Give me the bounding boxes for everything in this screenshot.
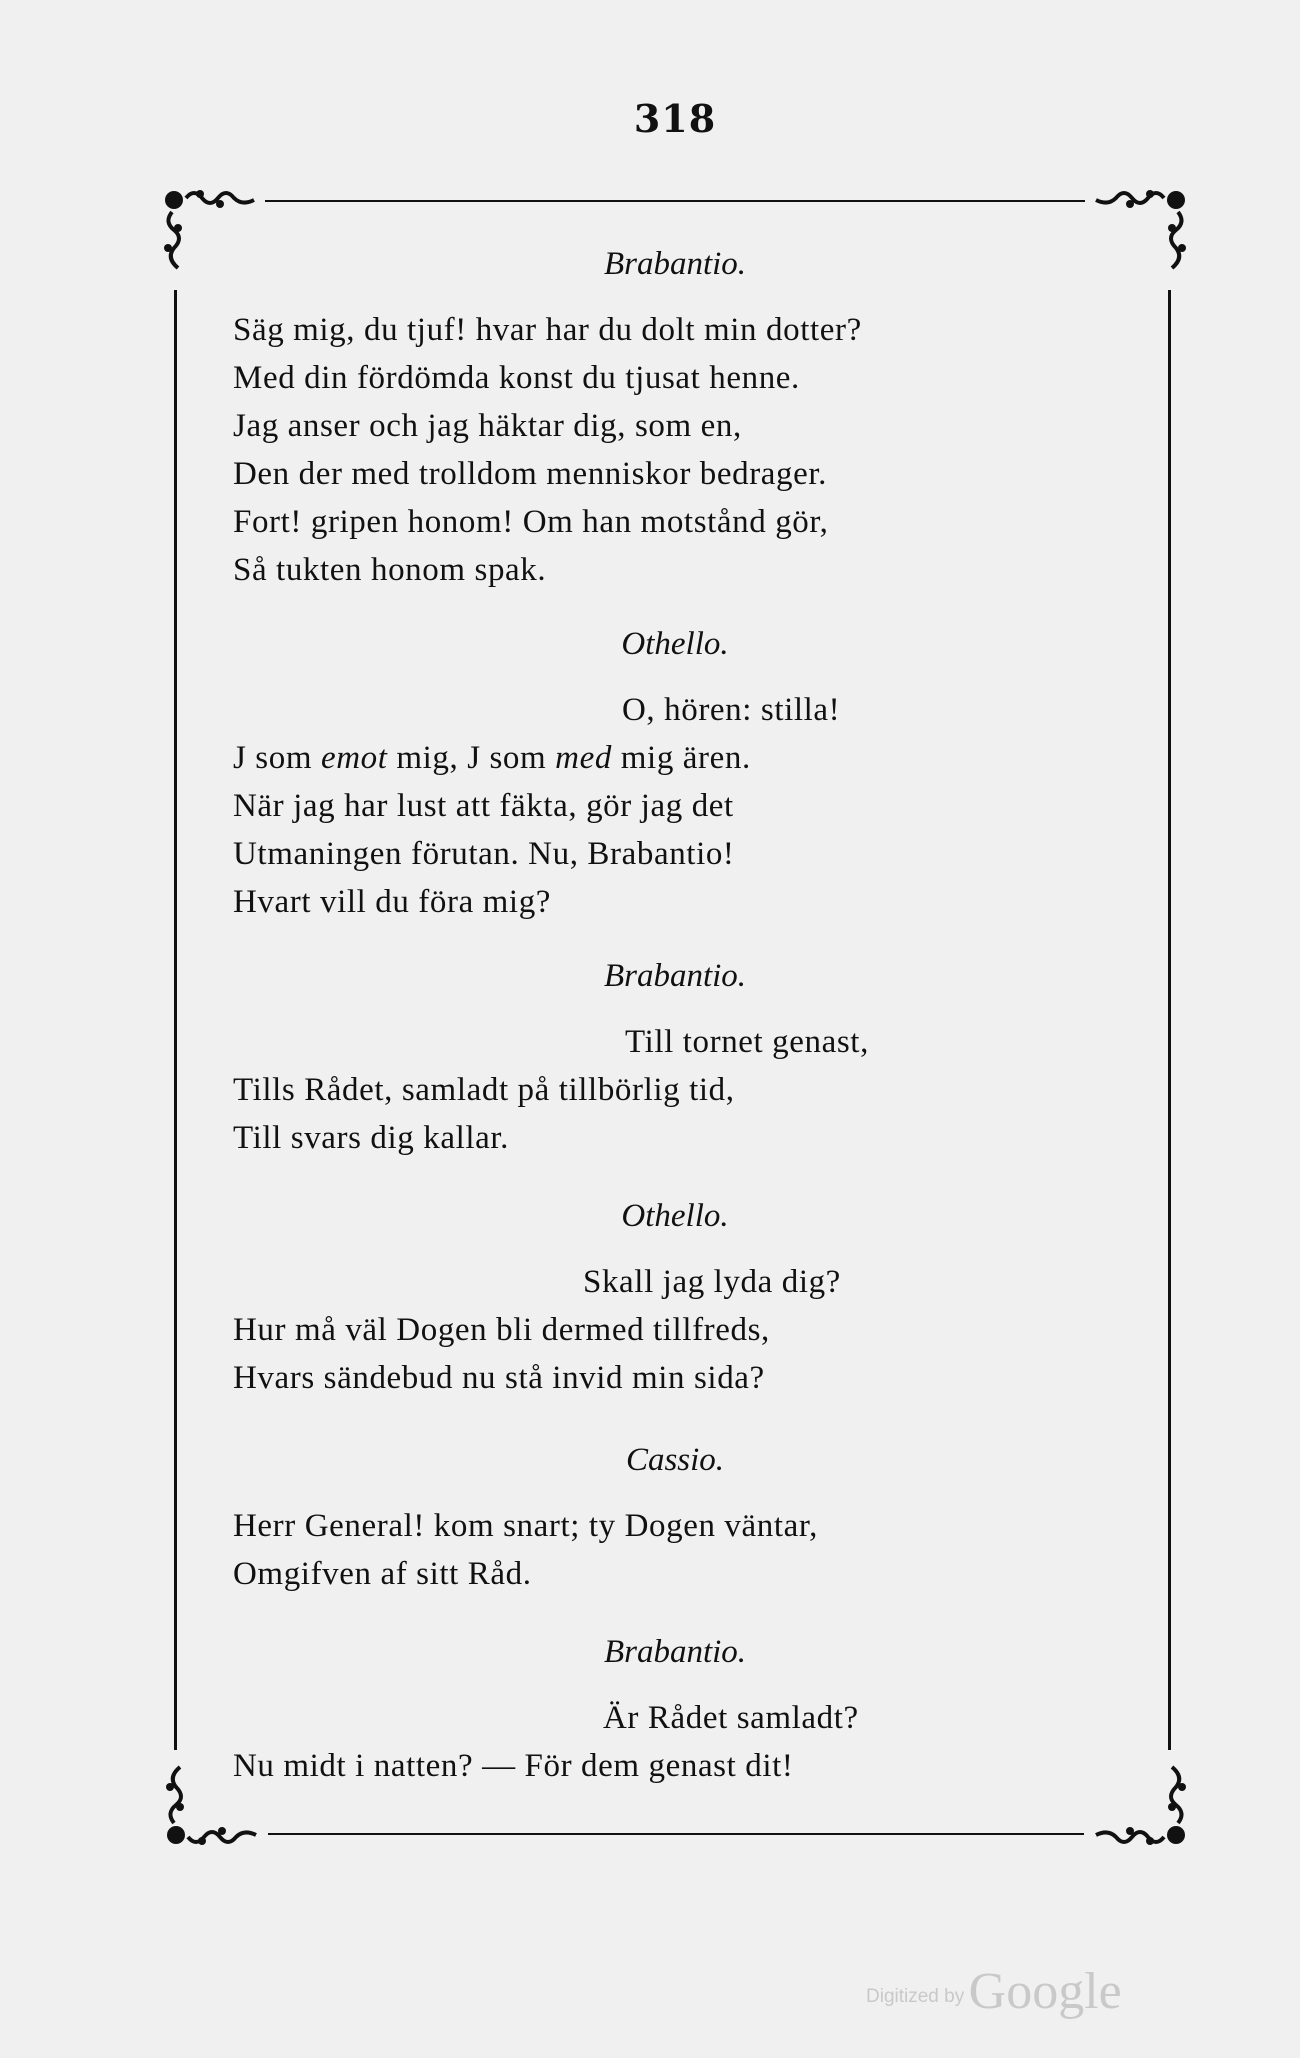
verse-line-continuation: Är Rådet samladt? — [603, 1700, 859, 1736]
verse-text: mig ären. — [611, 740, 751, 776]
verse-line: Fort! gripen honom! Om han motstånd gör, — [233, 504, 829, 540]
verse-line: När jag har lust att fäkta, gör jag det — [233, 788, 734, 824]
verse-line: Med din fördömda konst du tjusat henne. — [233, 360, 800, 396]
verse-line: Till svars dig kallar. — [233, 1120, 509, 1156]
verse-line: Hvars sändebud nu stå invid min sida? — [233, 1360, 765, 1396]
verse-text: J som — [233, 740, 321, 776]
verse-line: Herr General! kom snart; ty Dogen väntar, — [233, 1508, 818, 1544]
verse-line-continuation: Till tornet genast, — [625, 1024, 869, 1060]
frame-right-line — [1168, 290, 1171, 1750]
verse-line: Säg mig, du tjuf! hvar har du dolt min dotter? — [233, 312, 862, 348]
digitized-by-google-watermark — [866, 1962, 1122, 2021]
verse-line: Den der med trolldom menniskor bedrager. — [233, 456, 828, 492]
google-logo: Google — [968, 1963, 1122, 2020]
verse-line: Nu midt i natten? — För dem genast dit! — [233, 1748, 794, 1784]
speaker-name: Brabantio. — [603, 1634, 747, 1670]
watermark-prefix: Digitized by — [866, 1986, 965, 2007]
verse-line-continuation: O, hören: stilla! — [622, 692, 841, 728]
speaker-name: Brabantio. — [603, 246, 747, 282]
speaker-name: Othello. — [621, 626, 729, 662]
frame-left-line — [174, 290, 177, 1750]
verse-line: Omgifven af sitt Råd. — [233, 1556, 532, 1592]
frame-top-line — [265, 200, 1085, 202]
speaker-name: Othello. — [621, 1198, 729, 1234]
verse-line — [233, 740, 751, 777]
frame-bottom-line — [268, 1833, 1084, 1835]
page-number: 318 — [633, 96, 717, 141]
verse-line: Hur må väl Dogen bli dermed tillfreds, — [233, 1312, 770, 1348]
verse-line: Hvart vill du föra mig? — [233, 884, 552, 920]
emphasis-text: emot — [320, 740, 388, 776]
emphasis-text: med — [555, 740, 612, 776]
verse-line: Så tukten honom spak. — [233, 552, 547, 588]
verse-line: Jag anser och jag häktar dig, som en, — [233, 408, 742, 444]
verse-line-continuation: Skall jag lyda dig? — [583, 1264, 841, 1300]
speaker-name: Cassio. — [625, 1442, 725, 1478]
floral-corner-ornament-icon — [1082, 1745, 1192, 1855]
speaker-name: Brabantio. — [603, 958, 747, 994]
verse-line: Utmaningen förutan. Nu, Brabantio! — [233, 836, 735, 872]
verse-text: mig, J som — [387, 740, 556, 776]
verse-line: Tills Rådet, samladt på tillbörlig tid, — [233, 1072, 735, 1108]
